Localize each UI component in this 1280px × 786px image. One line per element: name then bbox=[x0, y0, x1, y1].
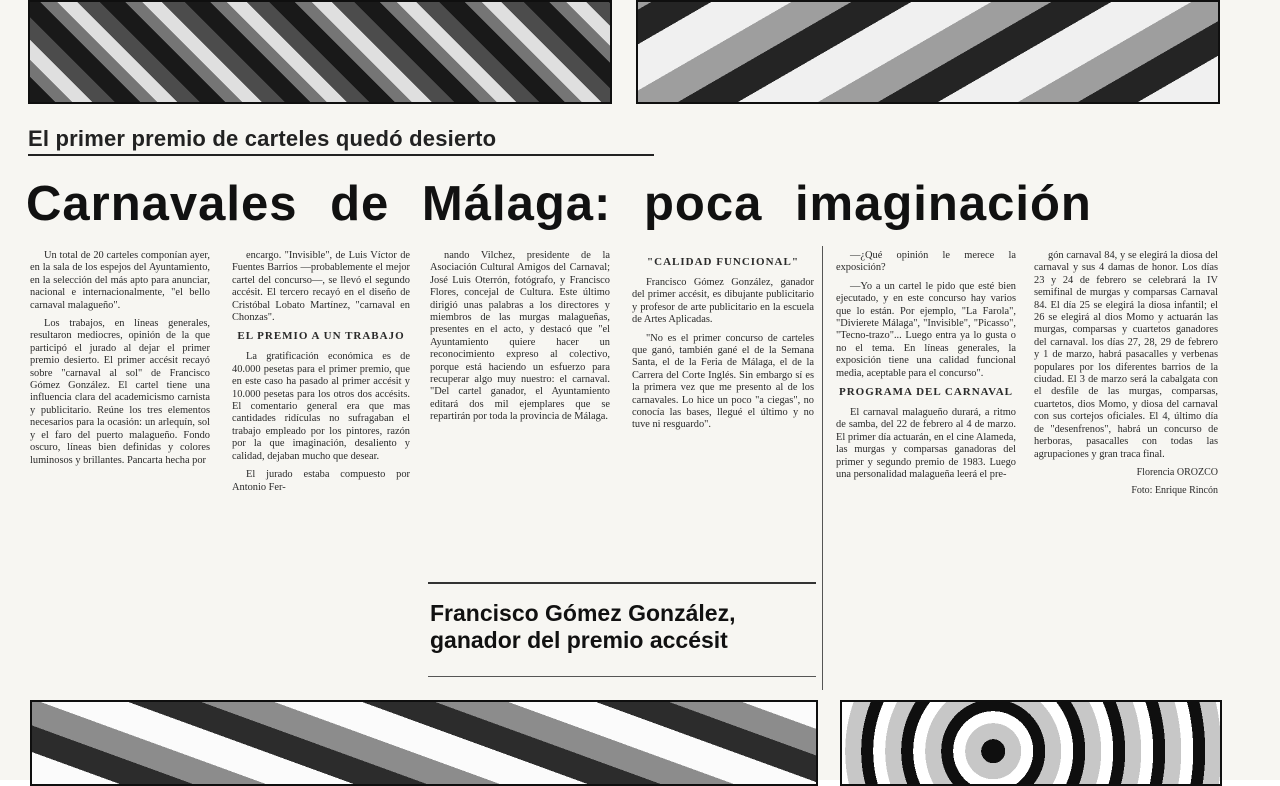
main-headline: Carnavales de Málaga: poca imaginación bbox=[26, 177, 1092, 231]
paragraph: Los trabajos, en líneas generales, resultaron mediocres, opinión de la que participó el jurado al dejar el primer premio desierto. El primer accésit recayó sobre "carnaval al sol" de Francisco Gómez González. El cartel tiene una influencia clara del academicismo carnista y publicitario. Reúne los tres elementos necesarios para la ocasión: un arlequín, sol y el faro del puerto malagueño. Fondo oscuro, líneas bien definidas y colores luminosos y brillantes. Pancarta hecha por bbox=[30, 318, 210, 466]
paragraph: —¿Qué opinión le merece la exposición? bbox=[836, 250, 1016, 274]
article-column-1 bbox=[30, 250, 210, 473]
box-headline-line: Francisco Gómez González, bbox=[430, 600, 736, 626]
subheading: "CALIDAD FUNCIONAL" bbox=[647, 256, 799, 268]
box-headline bbox=[430, 600, 820, 654]
paragraph: El jurado estaba compuesto por Antonio Fer- bbox=[232, 469, 410, 493]
paragraph: nando Vilchez, presidente de la Asociación Cultural Amigos del Carnaval; José Luis Oterrón, fotógrafo, y Francisco Flores, concejal de Cultura. Este último dirigió unas palabras a los directores y miembros de las murgas malagueñas, presentes en el acto, y destacó que "el Ayuntamiento quiere hacer un reconocimiento expreso al colectivo, porque está haciendo un esfuerzo para recuperar algo muy nuestro: el carnaval. "Del cartel ganador, el Ayuntamiento editará dos mil ejemplares que se repartirán por toda la provincia de Málaga. bbox=[430, 250, 610, 423]
box-bottom-rule bbox=[428, 676, 816, 677]
article-column-5 bbox=[836, 250, 1016, 488]
photo-top-left bbox=[28, 0, 612, 104]
paragraph: El carnaval malagueño durará, a ritmo de samba, del 22 de febrero al 4 de marzo. El primer día actuarán, en el cine Alameda, las murgas y comparsas ganadoras del primer y segundo premio de 1983. Luego una personalidad malagueña leerá el pre- bbox=[836, 407, 1016, 481]
kicker-headline: El primer premio de carteles quedó desierto bbox=[28, 126, 654, 156]
article-column-4 bbox=[632, 250, 814, 438]
article-column-6 bbox=[1034, 250, 1218, 503]
photo-bottom-right bbox=[840, 700, 1222, 786]
paragraph: Francisco Gómez González, ganador del primer accésit, es dibujante publicitario y profesor de arte publicitario en la escuela de Artes Aplicadas. bbox=[632, 277, 814, 326]
column-divider bbox=[822, 246, 823, 690]
article-column-2 bbox=[232, 250, 410, 500]
photo-credit: Foto: Enrique Rincón bbox=[1131, 484, 1218, 496]
subheading: PROGRAMA DEL CARNAVAL bbox=[838, 386, 1013, 399]
box-top-rule bbox=[428, 582, 816, 584]
box-headline-line: ganador del premio accésit bbox=[430, 627, 728, 653]
paragraph: —Yo a un cartel le pido que esté bien ejecutado, y en este concurso hay varios que lo están. Por ejemplo, "La Farola", "Divierete Málaga", "Invisible", "Picasso", "Tecno-trazo"... Luego entra ya lo gusta o no el tema. En líneas generales, la exposición tiene una calidad funcional media, aceptable para el concurso". bbox=[836, 280, 1016, 379]
author-byline: Florencia OROZCO bbox=[1136, 466, 1218, 478]
subheading: EL PREMIO A UN TRABAJO bbox=[237, 330, 405, 343]
article-column-3 bbox=[430, 250, 610, 430]
paragraph: La gratificación económica es de 40.000 pesetas para el primer premio, que en este caso ha pasado al primer accésit y 10.000 pesetas para los otros dos accésits. El comentario general era que mas cantidades ridículas no sufragaban el trabajo empleado por los pintores, razón por la que imaginación, desaliento y calidad, dejaban mucho que desear. bbox=[232, 351, 410, 462]
paragraph: Un total de 20 carteles componían ayer, en la sala de los espejos del Ayuntamiento, en la selección del más apto para anunciar, nacional e internacionalmente, "el bello carnaval malagueño". bbox=[30, 250, 210, 311]
photo-top-right bbox=[636, 0, 1220, 104]
paragraph: gón carnaval 84, y se elegirá la diosa del carnaval y sus 4 damas de honor. Los días 23 y 24 de febrero se celebrará la IV semifinal de murgas y comparsas Carnaval 84. El día 25 se elegirá la diosa infantil; el 26 se elegirá al dios Momo y actuarán las murgas, comparsas y cuartetos ganadores del carnaval. los días 27, 28, 29 de febrero y 1 de marzo, habrá pasacalles y verbenas populares por los diferentes barrios de la ciudad. El 3 de marzo será la cabalgata con el desfile de las murgas, comparsas, cuartetos, dios Momo, y diosa del carnaval con sus cortejos oficiales. El 4, último día de "desenfrenos", habrá un concurso de herboras, pasacalles con todas las agrupaciones y gran traca final. bbox=[1034, 250, 1218, 460]
paragraph: encargo. "Invisible", de Luis Víctor de Fuentes Barrios —probablemente el mejor cartel del concurso—, se llevó el segundo accésit. El tercero recayó en el diseño de Cristóbal Lobato Martínez, "carnaval en Chonzas". bbox=[232, 250, 410, 324]
photo-bottom-left bbox=[30, 700, 818, 786]
paragraph: "No es el primer concurso de carteles que ganó, también gané el de la Semana Santa, el de la Feria de Málaga, el de la Carrera del Corte Inglés. Sin embargo sí es la primera vez que me presento al de los carnavales. Lo hice un poco "a ciegas", no conocía las bases, llegué el último y no tuve ni resguardo". bbox=[632, 332, 814, 431]
